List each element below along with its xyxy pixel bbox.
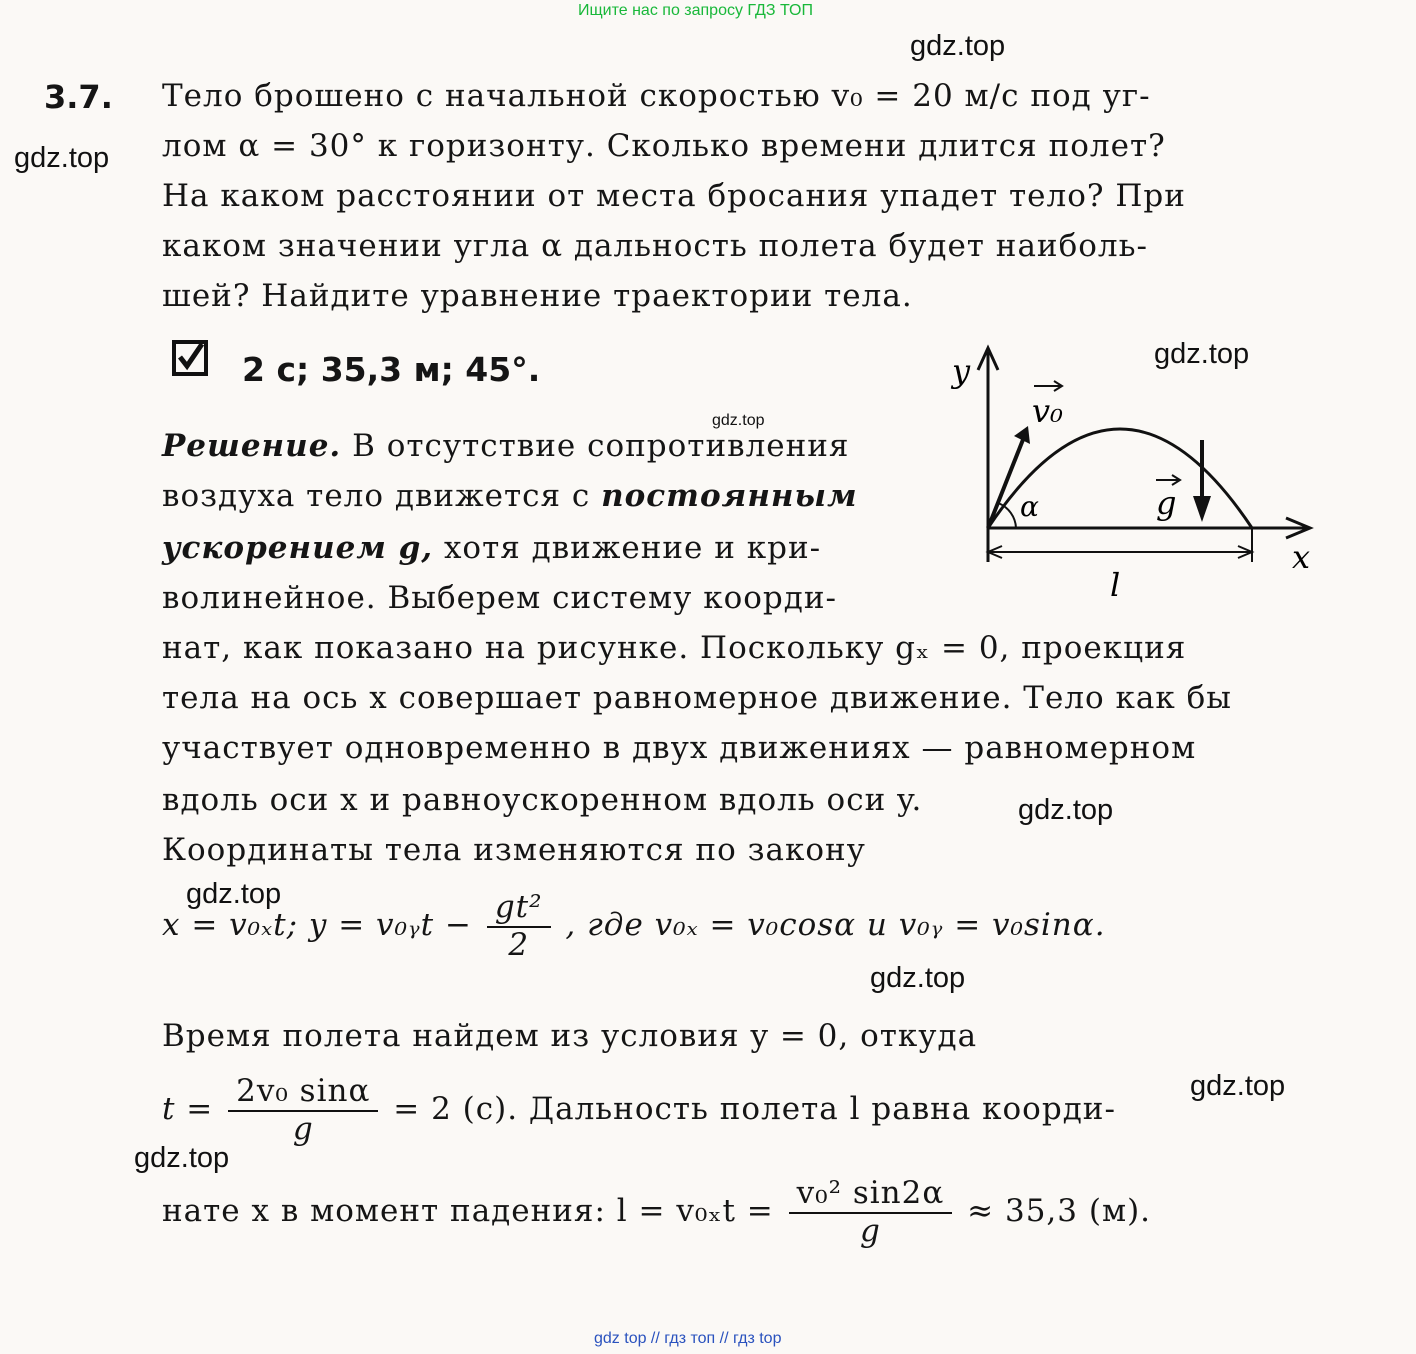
formula-part: , где v₀ₓ = v₀cosα и v₀ᵧ = v₀sinα. — [565, 907, 1106, 944]
solution-line: вдоль оси x и равноускоренном вдоль оси y. — [162, 782, 923, 818]
solution-line: участвует одновременно в двух движениях — равномерном — [162, 730, 1197, 766]
formula-part: нате x в момент падения: l = v₀ₓt = — [162, 1193, 774, 1230]
watermark: gdz.top — [870, 962, 966, 994]
velocity-label: v₀ — [1032, 392, 1063, 430]
solution-text: В отсутствие сопротивления — [352, 428, 850, 464]
problem-number: 3.7. — [44, 78, 113, 116]
formula-part: ≈ 35,3 (м). — [967, 1193, 1152, 1230]
watermark: gdz.top — [186, 878, 282, 910]
top-search-link[interactable]: Ищите нас по запросу ГДЗ ТОП — [578, 2, 813, 19]
formula-time — [162, 1074, 1116, 1147]
gravity-arrow-icon — [1193, 496, 1211, 522]
solution-line: тела на ось x совершает равномерное движение. Тело как бы — [162, 680, 1232, 716]
solution-line: волинейное. Выберем систему коорди- — [162, 580, 837, 616]
answer-text: 2 с; 35,3 м; 45°. — [242, 350, 541, 389]
watermark: gdz.top — [1154, 338, 1250, 370]
fraction-denominator: g — [292, 1110, 314, 1147]
angle-arc — [998, 503, 1016, 528]
watermark: gdz.top — [1190, 1070, 1286, 1102]
formula-range — [162, 1176, 1151, 1249]
formula-part: t = — [162, 1091, 214, 1128]
solution-line — [162, 530, 821, 566]
solution-text: воздуха тело движется с — [162, 478, 591, 514]
problem-line: шей? Найдите уравнение траектории тела. — [162, 278, 913, 314]
fraction — [487, 890, 551, 963]
bottom-site-links[interactable]: gdz top // гдз топ // гдз top — [594, 1330, 782, 1347]
fraction — [789, 1176, 953, 1249]
solution-line — [162, 478, 858, 514]
range-label: l — [1110, 566, 1121, 604]
problem-line: На каком расстоянии от места бросания упадет тело? При — [162, 178, 1186, 214]
formula-coordinates — [162, 890, 1106, 963]
formula-part: x = v₀ₓt; y = v₀ᵧt − — [162, 907, 472, 944]
formula-part: = 2 (с). Дальность полета l равна коорди- — [393, 1091, 1116, 1128]
watermark: gdz.top — [14, 142, 110, 174]
solution-line: Время полета найдем из условия y = 0, откуда — [162, 1018, 978, 1054]
watermark: gdz.top — [134, 1142, 230, 1174]
problem-line: Тело брошено с начальной скоростью v₀ = 20 м/с под уг- — [162, 78, 1151, 114]
trajectory-figure — [940, 340, 1320, 610]
fraction-denominator: g — [860, 1212, 881, 1249]
watermark: gdz.top — [712, 412, 765, 429]
solution-line: Координаты тела изменяются по закону — [162, 832, 866, 868]
solution-heading: Решение. — [162, 428, 342, 464]
solution-line — [162, 428, 849, 464]
angle-label: α — [1020, 490, 1039, 523]
x-axis-label: x — [1292, 538, 1311, 576]
problem-line: каком значении угла α дальность полета будет наиболь- — [162, 228, 1148, 264]
solution-text: хотя движение и кри- — [443, 530, 822, 566]
problem-line: лом α = 30° к горизонту. Сколько времени длится полет? — [162, 128, 1166, 164]
y-axis-label: y — [952, 352, 971, 390]
fraction-denominator: 2 — [508, 926, 530, 963]
fraction-numerator: 2v₀ sinα — [228, 1074, 378, 1112]
watermark: gdz.top — [910, 30, 1006, 62]
solution-line: нат, как показано на рисунке. Поскольку gₓ = 0, проекция — [162, 630, 1187, 666]
emphasis-text: ускорением g, — [162, 530, 434, 566]
watermark: gdz.top — [1018, 794, 1114, 826]
checkbox-answer-icon — [172, 340, 208, 376]
gravity-label: g — [1156, 484, 1177, 522]
fraction — [228, 1074, 378, 1147]
emphasis-text: постоянным — [601, 478, 858, 514]
fraction-numerator: v₀² sin2α — [789, 1176, 953, 1214]
fraction-numerator: gt² — [487, 890, 551, 928]
